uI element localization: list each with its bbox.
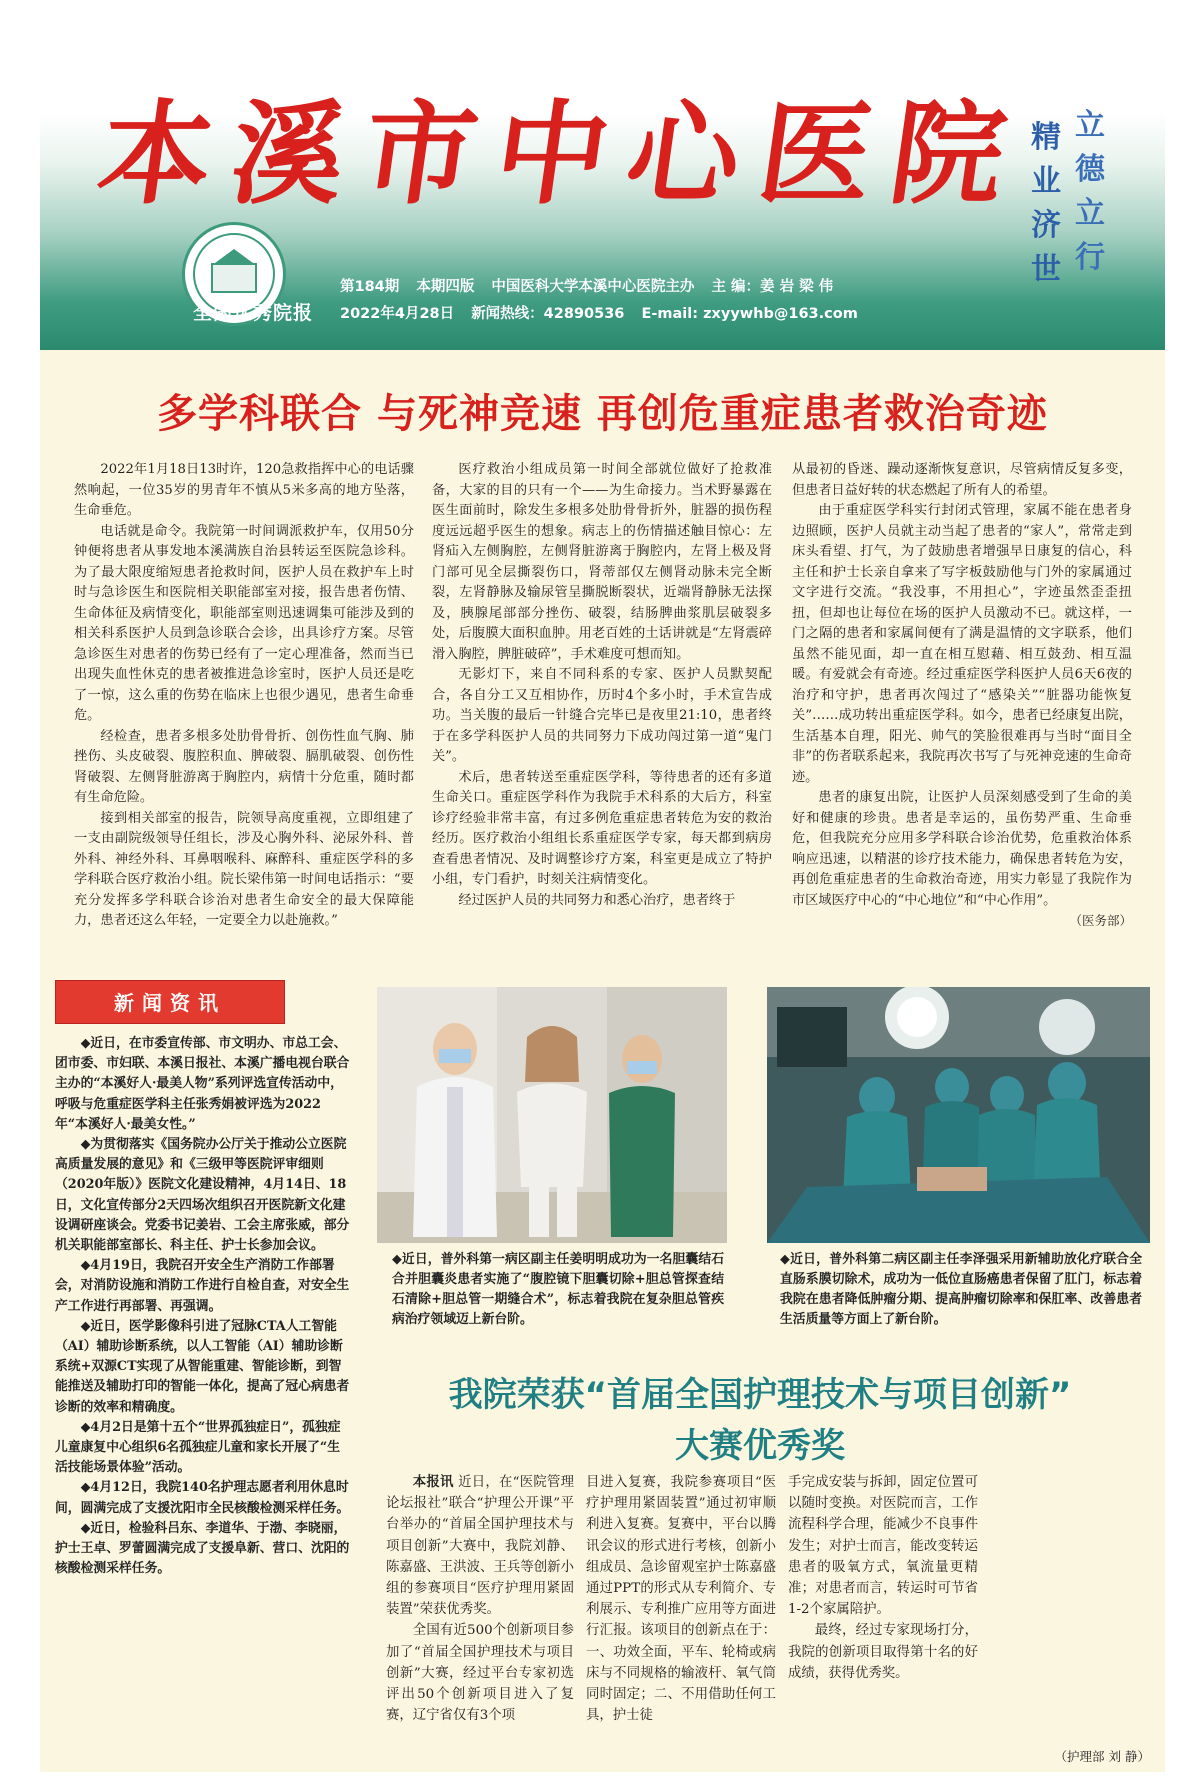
motto-char: 行 [1075,240,1105,275]
news-list [55,1034,350,1754]
paragraph: 从最初的昏迷、躁动逐渐恢复意识，尽管病情反复多变，但患者日益好转的状态燃起了所有人的希望。 [792,462,1132,498]
photo-caption: ◆近日，普外科第二病区副主任李泽强采用新辅助放化疗联合全直肠系膜切除术，成功为一低位直肠癌患者保留了肛门，标志着我院在患者降低肿瘤分期、提高肿瘤切除率和保肛率、改善患者生活质量等方面上了新台阶。 [780,1252,1142,1327]
paragraph: 2022年1月18日13时许，120急救指挥中心的电话骤然响起，一位35岁的男青年不慎从5米多高的地方坠落，生命垂危。 [74,462,414,518]
paragraph: 电话就是命令。我院第一时间调派救护车，仅用50分钟便将患者从事发地本溪满族自治县转运至医院急诊科。为了最大限度缩短患者抢救时间，医护人员在救护车上时时与急诊医生和医院相关职能部室对接，报告患者伤情、生命体征及病情变化，职能部室则迅速调集可能涉及到的相关科系医护人员到急诊联合会诊，出具诊疗方案。尽管急诊医生对患者的伤势已经有了一定心理准备，然而当已出现失血性休克的患者被推进急诊室时，医护人员还是吃了一惊，这么重的伤势在临床上也很少遇见，患者生命垂危。 [74,523,414,723]
paragraph: 全国有近500个创新项目参加了“首届全国护理技术与项目创新”大赛，经过平台专家初选评出50个创新项目进入了复赛，辽宁省仅有3个项 [386,1623,574,1724]
photo-doctors-with-patient [377,987,727,1243]
motto-column-left [1024,116,1068,292]
newspaper-page [40,12,1165,1772]
paragraph: 由于重症医学科实行封闭式管理，家属不能在患者身边照顾，医护人员就主动当起了患者的“家人”，常常走到床头看望、打气，为了鼓励患者增强早日康复的信心，科主任和护士长亲自拿来了写字板鼓励他与门外的家属通过文字进行交流。“我没事，不用担心”，字迹虽然歪歪扭扭，但却也让每位在场的医护人员激动不已。就这样，一门之隔的患者和家属间便有了满是温情的文字联系，他们虽然不能见面，却一直在相互慰藉、相互鼓劲、相互温暖。有爱就会有奇迹。经过重症医学科医护人员6天6夜的治疗和守护，患者再次闯过了“感染关”“脏器功能恢复关”……成功转出重症医学科。如今，患者已经康复出院，生活基本自理，阳光、帅气的笑脸很难再与当时“面目全非”的伤者联系起来，我院再次书写了与死神竞速的生命奇迹。 [792,503,1132,785]
paragraph: 无影灯下，来自不同科系的专家、医护人员默契配合，各自分工又互相协作，历时4个多小时，手术宣告成功。当关腹的最后一针缝合完毕已是夜里21:10，患者终于在多学科医护人员的共同努力下成功闯过第一道“鬼门关”。 [432,667,772,764]
motto-char: 世 [1031,252,1061,287]
news-item: ◆4月19日，我院召开安全生产消防工作部署会，对消防设施和消防工作进行自检自查，对安全生产工作进行再部署、再强调。 [55,1258,350,1314]
paragraph: 术后，患者转送至重症医学科，等待患者的还有多道生命关口。重症医学科作为我院手术科系的大后方，科室诊疗经验非常丰富，有过多例危重症患者转危为安的救治经历。医疗救治小组组长系重症医学专家，每天都到病房查看患者情况、及时调整诊疗方案，科室更是成立了特护小组，专门看护，时刻关注病情变化。 [432,769,772,887]
paragraph: 患者的康复出院，让医护人员深刻感受到了生命的美好和健康的珍贵。患者是幸运的，虽伤势严重、生命垂危，但我院充分应用多学科联合诊治优势，危重救治体系响应迅速，以精湛的诊疗技术能力，确保患者转危为安，再创危重症患者的生命救治奇迹，用实力彰显了我院作为市区域医疗中心的“中心地位”和“中心作用”。 [792,790,1132,908]
masthead [40,12,1165,350]
second-article-column-1 [386,1472,574,1742]
motto [1018,104,1158,304]
news-hotline: 新闻热线：42890536 [471,306,625,322]
second-article-column-4 [990,1472,1153,1742]
hospital-name: 本溪市中心医院 [90,89,1034,220]
second-article-column-2 [586,1472,776,1742]
paragraph: 最终，经过专家现场打分，我院的创新项目取得第十名的好成绩，获得优秀奖。 [788,1623,978,1681]
issue-editors: 主 编：姜 岩 梁 伟 [711,279,834,295]
main-article-column-2 [432,460,772,960]
motto-char: 立 [1075,108,1105,143]
article-signature: （医务部） [1069,913,1132,928]
second-headline: 我院荣获“首届全国护理技术与项目创新” [448,1375,1072,1415]
article-signature: （护理部 刘 静） [1054,1749,1150,1764]
news-item: ◆4月12日，我院140名护理志愿者利用休息时间，圆满完成了支援沈阳市全民核酸检测采样任务。 [55,1480,350,1516]
second-headline-subtitle: 大赛优秀奖 [675,1426,845,1466]
email: E-mail: zxyywhb@163.com [641,306,858,322]
paragraph: 接到相关部室的报告，院领导高度重视，立即组建了一支由副院级领导任组长，涉及心胸外科、泌尿外科、普外科、神经外科、耳鼻咽喉科、麻醉科、重症医学科的多学科联合医疗救治小组。院长梁伟第一时间电话指示：“要充分发挥多学科联合诊治对患者生命安全的最大保障能力，患者还这么年轻，一定要全力以赴施救。” [74,810,414,928]
paragraph: 医疗救治小组成员第一时间全部就位做好了抢救准备，大家的目的只有一个——为生命接力。当术野暴露在医生面前时，除发生多根多处肋骨骨折外，脏器的损伤程度远远超乎医生的想象。病志上的伤情描述触目惊心：左肾疝入左侧胸腔，左侧肾脏游离于胸腔内，左肾上极及肾门部可见全层撕裂伤口，肾蒂部仅左侧肾动脉未完全断裂，左肾静脉及输尿管呈撕脱断裂状，近端肾静脉无法探及，胰腺尾部部分挫伤、破裂，结肠脾曲浆肌层破裂多处，后腹膜大面积血肿。用老百姓的土话讲就是“左肾震碎滑入胸腔，脾脏破碎”，手术难度可想而知。 [432,462,772,662]
issue-publisher: 中国医科大学本溪中心医院主办 [491,279,695,295]
motto-column-right [1068,104,1112,280]
motto-char: 精 [1031,120,1061,155]
issue-number: 第184期 [340,279,400,295]
news-item: ◆近日，医学影像科引进了冠脉CTA人工智能（AI）辅助诊断系统，以人工智能（AI）辅助诊断系统+双源CT实现了从智能重建、智能诊断，到智能推送及辅助打印的智能一体化，提高了冠心病患者诊断的效率和精确度。 [55,1318,350,1415]
paragraph: 手完成安装与拆卸，固定位置可以随时变换。对医院而言，工作流程科学合理，能减少不良事件发生；对护士而言，能改变转运患者的吸氧方式，氧流量更精准；对患者而言，转运时可节省1-2个家属陪护。 [788,1475,978,1618]
news-item: ◆近日，在市委宣传部、市文明办、市总工会、团市委、市妇联、本溪日报社、本溪广播电视台联合主办的“本溪好人·最美人物”系列评选宣传活动中，呼吸与危重症医学科主任张秀娟被评选为2022年“本溪好人·最美女性。” [55,1036,350,1132]
paragraph [386,1472,574,1620]
news-item: ◆4月2日是第十五个“世界孤独症日”，孤独症儿童康复中心组织6名孤独症儿童和家长开展了“生活技能场景体验”活动。 [55,1419,341,1476]
main-headline: 多学科联合 与死神竞速 再创危重症患者救治奇迹 [157,391,1048,437]
motto-char: 立 [1075,196,1105,231]
photo-caption: ◆近日，普外科第一病区副主任姜明明成功为一名胆囊结石合并胆囊炎患者实施了“腹腔镜下胆囊切除+胆总管探查结石清除+胆总管一期缝合术”，标志着我院在复杂胆总管疾病治疗领域迈上新台阶。 [392,1252,724,1327]
issue-contact [340,302,870,323]
second-article-column-3 [788,1472,978,1742]
issue-date: 2022年4月28日 [340,306,455,322]
paragraph-text: 近日，在“医院管理论坛报社”联合“护理公开课”平台举办的“首届全国护理技术与项目创新”大赛中，我院刘静、陈嘉盛、王洪波、王兵等创新小组的参赛项目“医疗护理用紧固装置”荣获优秀奖。 [386,1475,574,1618]
news-item: ◆为贯彻落实《国务院办公厅关于推动公立医院高质量发展的意见》和《三级甲等医院评审细则（2020年版）》医院文化建设精神，4月14日、18日，文化宣传部分2天四场次组织召开医院新文化建设调研座谈会。党委书记姜岩、工会主席张威，部分机关职能部室部长、科主任、护士长参加会议。 [55,1137,350,1254]
motto-char: 德 [1075,152,1105,187]
news-section [55,980,350,1760]
award-label: 全国优秀院报 [192,302,313,324]
issue-info [340,275,845,296]
motto-char: 业 [1031,164,1061,199]
article-lead: 本报讯 [412,1474,454,1490]
main-article-column-1 [74,460,414,960]
issue-pages: 本期四版 [416,279,475,295]
photo-surgery [767,987,1150,1243]
main-article-column-3 [792,460,1132,960]
paragraph: 目进入复赛，我院参赛项目“医疗护理用紧固装置”通过初审顺利进入复赛。复赛中，平台以腾讯会议的形式进行考核，创新小组成员、急诊留观室护士陈嘉盛通过PPT的形式从专利简介、专利展示、专利推广应用等方面进行汇报。该项目的创新点在于：一、功效全面，平车、轮椅或病床与不同规格的输液杆、氧气筒同时固定；二、不用借助任何工具，护士徒 [586,1475,776,1724]
paragraph: 经过医护人员的共同努力和悉心治疗，患者终于 [458,892,736,908]
news-item: ◆近日，检验科吕东、李道华、于渤、李晓丽，护士王卓、罗蕾圆满完成了支援阜新、营口、沈阳的核酸检测采样任务。 [55,1520,350,1577]
paragraph: 经检查，患者多根多处肋骨骨折、创伤性血气胸、肺挫伤、头皮破裂、腹腔积血、脾破裂、膈肌破裂、创伤性肾破裂、左侧肾脏游离于胸腔内，病情十分危重，随时都有生命危险。 [74,728,414,805]
news-section-title: 新闻资讯 [55,980,285,1024]
motto-char: 济 [1031,208,1061,243]
